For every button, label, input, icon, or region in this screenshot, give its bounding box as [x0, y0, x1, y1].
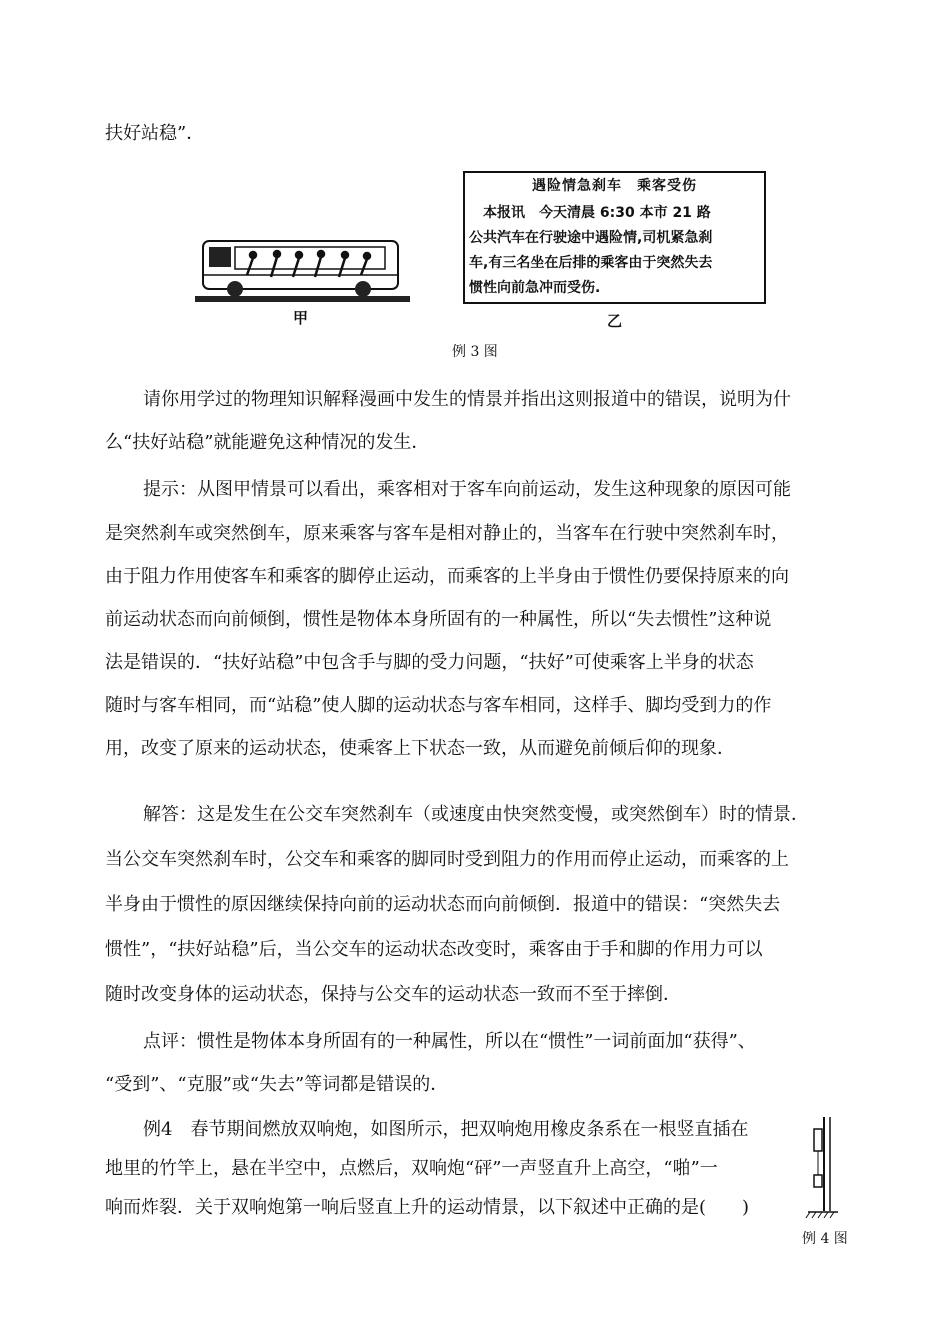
figure-caption: 例 4 图	[802, 1231, 848, 1247]
text-fragment: )	[742, 1197, 750, 1218]
news-line: 本报讯 今天清晨 6:30 本市 21 路	[469, 205, 711, 221]
figure-caption: 例 3 图	[452, 344, 498, 360]
figure-label-b: 乙	[607, 312, 623, 330]
text-line: 半身由于惯性的原因继续保持向前的运动状态而向前倾倒．报道中的错误：“突然失去	[105, 894, 781, 915]
text-line: 解答：这是发生在公交车突然刹车（或速度由快突然变慢，或突然倒车）时的情景．	[143, 804, 809, 825]
text-line: 当公交车突然刹车时，公交车和乘客的脚同时受到阻力的作用而停止运动，而乘客的上	[105, 849, 789, 870]
text-line: 前运动状态而向前倾倒，惯性是物体本身所固有的一种属性，所以“失去惯性”这种说	[105, 609, 772, 630]
text-line	[105, 1196, 749, 1220]
text-line: 提示：从图甲情景可以看出，乘客相对于客车向前运动，发生这种现象的原因可能	[143, 479, 791, 500]
text-line: 么“扶好站稳”就能避免这种情况的发生．	[105, 432, 430, 453]
text-line: 扶好站稳”．	[105, 123, 205, 144]
text-line: 惯性”，“扶好站稳”后，当公交车的运动状态改变时，乘客由于手和脚的作用力可以	[105, 939, 763, 960]
firecracker-pole-figure	[800, 1115, 840, 1220]
text-line: 点评：惯性是物体本身所固有的一种属性，所以在“惯性”一词前面加“获得”、	[143, 1031, 756, 1052]
text-line: 请你用学过的物理知识解释漫画中发生的情景并指出这则报道中的错误，说明为什	[143, 389, 791, 410]
text-line: 例4 春节期间燃放双响炮，如图所示，把双响炮用橡皮条系在一根竖直插在	[143, 1119, 749, 1140]
news-line: 公共汽车在行驶途中遇险情,司机紧急刹	[469, 230, 713, 246]
text-line: 地里的竹竿上，悬在半空中，点燃后，双响炮“砰”一声竖直升上高空，“啪”一	[105, 1158, 718, 1179]
text-line: 由于阻力作用使客车和乘客的脚停止运动，而乘客的上半身由于惯性仍要保持原来的向	[105, 566, 789, 587]
news-title: 遇险情急刹车 乘客受伤	[532, 178, 697, 194]
text-line: 用，改变了原来的运动状态，使乘客上下状态一致，从而避免前倾后仰的现象．	[105, 738, 735, 759]
text-fragment: 响而炸裂．关于双响炮第一响后竖直上升的运动情景，以下叙述中正确的是(	[105, 1197, 707, 1218]
text-line: 法是错误的．“扶好站稳”中包含手与脚的受力问题，“扶好”可使乘客上半身的状态	[105, 652, 754, 673]
news-line: 车,有三名坐在后排的乘客由于突然失去	[469, 255, 713, 271]
text-line: 是突然刹车或突然倒车，原来乘客与客车是相对静止的，当客车在行驶中突然刹车时，	[105, 523, 789, 544]
text-line: “受到”、“克服”或“失去”等词都是错误的．	[105, 1074, 449, 1095]
news-clipping	[463, 171, 766, 304]
news-line: 惯性向前急冲而受伤.	[469, 280, 601, 296]
bus-cartoon	[195, 235, 410, 303]
text-line: 随时与客车相同，而“站稳”使人脚的运动状态与客车相同，这样手、脚均受到力的作	[105, 695, 772, 716]
text-line: 随时改变身体的运动状态，保持与公交车的运动状态一致而不至于摔倒．	[105, 984, 681, 1005]
figure-label-a: 甲	[293, 309, 309, 327]
